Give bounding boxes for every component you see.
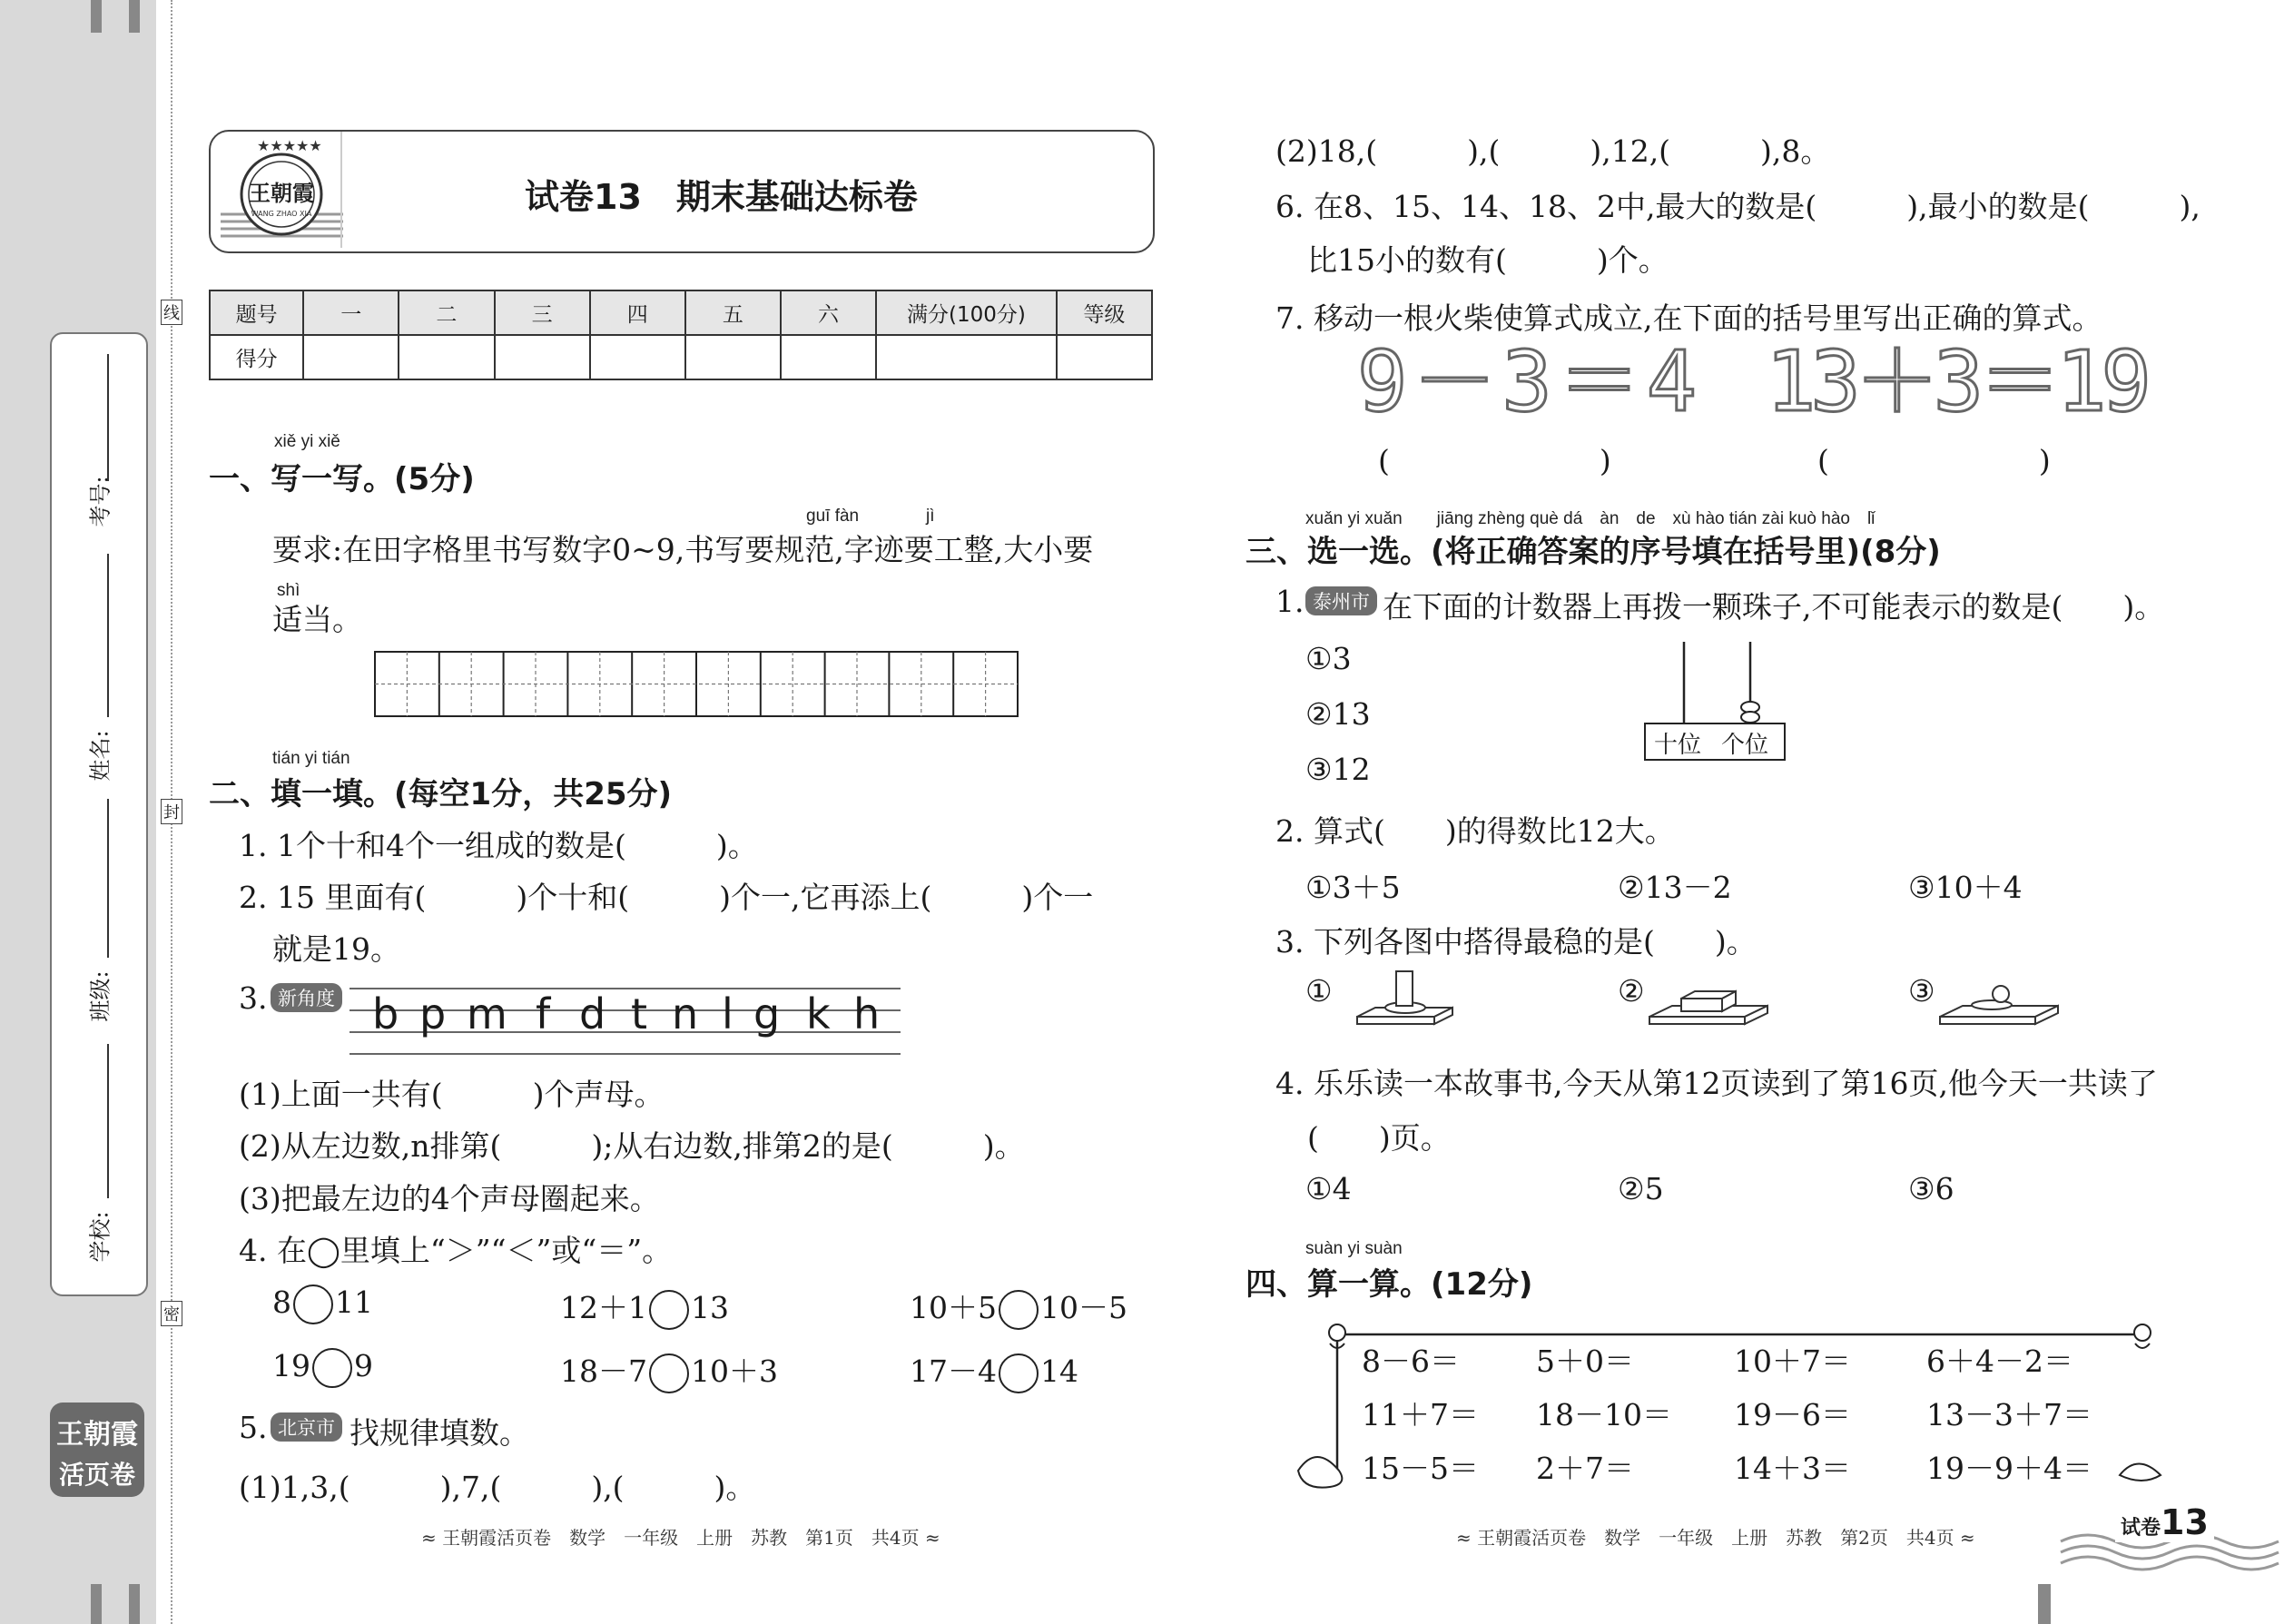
q6-line1: 6. 在8、15、14、18、2中,最大的数是( ),最小的数是( ),: [1275, 189, 2200, 224]
paper-tag-number: 13: [2161, 1502, 2209, 1542]
section1-pinyin: xiě yi xiě: [274, 432, 340, 451]
calc-item: 19－9＋4＝: [1926, 1451, 2092, 1486]
score-header-cell: 题号: [210, 290, 303, 335]
compare-right: 10－5: [1040, 1290, 1127, 1325]
s3-q2-opt[interactable]: ①3＋5: [1305, 870, 1401, 905]
shengmu-letter: l: [722, 989, 733, 1038]
compare-circle[interactable]: [649, 1290, 689, 1330]
section3-pinyin: xuǎn yi xuǎn jiāng zhèng què dá àn de xù hào tián zài kuò hào lǐ: [1305, 509, 1876, 528]
section4-pinyin: suàn yi suàn: [1305, 1239, 1403, 1258]
s3-q1-opt[interactable]: ③12: [1305, 752, 1371, 787]
footer-right: ≈ 王朝霞活页卷 数学 一年级 上册 苏教 第2页 共4页 ≈: [1456, 1527, 1975, 1549]
shengmu-letter: f: [536, 989, 551, 1038]
shengmu-letter: k: [806, 989, 831, 1038]
s2-q5-2: (2)18,( ),( ),12,( ),8。: [1275, 133, 1831, 169]
shengmu-letter: d: [579, 989, 606, 1038]
s2-q1: 1. 1个十和4个一组成的数是( )。: [239, 828, 758, 863]
s3-q2: 2. 算式( )的得数比12大。: [1275, 813, 1675, 849]
brand-line1: 王朝霞: [56, 1419, 138, 1451]
score-cell[interactable]: [876, 335, 1057, 379]
punch-mark: [91, 0, 102, 33]
compare-item: [560, 1284, 729, 1330]
s3-q1-opt[interactable]: ①3: [1305, 641, 1352, 676]
s2-q5-badge-wrap: [271, 1412, 342, 1442]
s3-q1-opt[interactable]: ②13: [1305, 696, 1371, 732]
compare-item: [910, 1348, 1078, 1393]
stack-figure-1-svg: [1353, 967, 1457, 1035]
banji-label: 班级:: [87, 970, 113, 1022]
tianzige-grid[interactable]: [374, 651, 1019, 717]
s2-q3-2: (2)从左边数,n排第( );从右边数,排第2的是( )。: [239, 1128, 1025, 1164]
shengmu-letter: g: [753, 989, 781, 1038]
punch-mark: [91, 1584, 102, 1624]
score-cell[interactable]: [399, 335, 494, 379]
punch-mark: [2038, 1584, 2051, 1624]
xuexiao-field[interactable]: [18, 1207, 182, 1262]
compare-circle[interactable]: [293, 1284, 333, 1324]
s2-q3-number: 3.: [239, 980, 268, 1016]
matchstick-equation-1: [1357, 333, 1703, 430]
req-pinyin-guifan: guī fàn: [806, 507, 860, 526]
s2-q3-badge: 新角度: [271, 983, 342, 1012]
s3-q3-opt[interactable]: ③: [1908, 973, 1935, 1009]
banji-field[interactable]: [18, 967, 182, 1021]
s3-q1-badge-wrap: [1305, 586, 1377, 615]
score-cell[interactable]: [781, 335, 876, 379]
matchstick-text-1: 9－3＝4: [1357, 333, 1703, 430]
s3-q2-opt[interactable]: ②13－2: [1618, 870, 1732, 905]
punch-mark: [129, 1584, 140, 1624]
logo-text: 王朝霞: [249, 181, 314, 206]
compare-circle[interactable]: [649, 1353, 689, 1393]
footer-left: ≈ 王朝霞活页卷 数学 一年级 上册 苏教 第1页 共4页 ≈: [421, 1527, 940, 1549]
xuexiao-label: 学校:: [87, 1211, 113, 1263]
xuexiao-line: [107, 1044, 109, 1198]
score-header-cell: 三: [495, 290, 590, 335]
brand-logo: [50, 1403, 144, 1497]
calc-item: 14＋3＝: [1734, 1451, 1851, 1486]
punch-mark: [129, 0, 140, 33]
section2-title: 二、填一填。(每空1分，共25分): [209, 776, 673, 812]
svg-text:★★★★★: ★★★★★: [257, 137, 322, 154]
section1-requirement-line2: 适当。: [272, 602, 362, 637]
matchstick-equation-2-svg: [1766, 333, 2146, 430]
s3-q1-text: 在下面的计数器上再拨一颗珠子,不可能表示的数是( )。: [1383, 589, 2165, 625]
seal-mark-mi: 密: [161, 1301, 182, 1326]
section1-requirement-line1: 要求:在田字格里书写数字0~9,书写要规范,字迹要工整,大小要: [272, 532, 1094, 567]
compare-left: 8: [272, 1284, 291, 1320]
s3-q4-line2: ( )页。: [1307, 1120, 1451, 1156]
compare-right: 13: [691, 1290, 729, 1325]
s2-q3-1: (1)上面一共有( )个声母。: [239, 1077, 665, 1112]
s3-q4-opt[interactable]: ②5: [1618, 1171, 1664, 1206]
score-header-cell: 二: [399, 290, 494, 335]
logo-emblem: [221, 136, 343, 243]
s2-q5-1: (1)1,3,( ),7,( ),( )。: [239, 1470, 756, 1505]
abacus-tens-label: 十位: [1654, 732, 1702, 759]
compare-circle[interactable]: [312, 1348, 352, 1388]
calc-item: 11＋7＝: [1362, 1397, 1479, 1432]
score-cell[interactable]: [1057, 335, 1152, 379]
calc-item: 15－5＝: [1362, 1451, 1479, 1486]
score-table-header-row: [210, 290, 1152, 335]
abacus-bead: [1741, 712, 1759, 723]
xingming-field[interactable]: [18, 726, 182, 781]
score-cell[interactable]: [495, 335, 590, 379]
compare-item: [272, 1348, 373, 1388]
s2-q5-badge: 北京市: [271, 1412, 342, 1442]
score-row-label: 得分: [210, 335, 303, 379]
seal-mark-feng: 封: [161, 799, 182, 824]
banji-line: [107, 799, 109, 958]
section3-title: 三、选一选。(将正确答案的序号填在括号里)(8分): [1245, 534, 1941, 570]
shengmu-letter: n: [672, 989, 699, 1038]
compare-right: 11: [335, 1284, 373, 1320]
s2-q2-line2: 就是19。: [272, 931, 400, 967]
compare-circle[interactable]: [999, 1290, 1039, 1330]
compare-left: 10＋5: [910, 1290, 997, 1325]
paper-tag-small: 试卷: [2121, 1517, 2161, 1540]
s2-q3-3: (3)把最左边的4个声母圈起来。: [239, 1181, 660, 1216]
s2-q5-text: 找规律填数。: [350, 1415, 529, 1451]
kaohao-label: 考号:: [87, 476, 113, 527]
abacus-ones-label: 个位: [1721, 732, 1769, 759]
tianzige-grid-svg: [374, 651, 1019, 717]
s3-q3-opt[interactable]: ①: [1305, 973, 1333, 1009]
kaohao-field[interactable]: [18, 472, 182, 527]
section4-title: 四、算一算。(12分): [1245, 1266, 1533, 1303]
compare-right: 14: [1040, 1353, 1078, 1389]
compare-right: 10＋3: [691, 1353, 778, 1389]
score-header-cell: 六: [781, 290, 876, 335]
compare-circle[interactable]: [999, 1353, 1039, 1393]
q7-text: 7. 移动一根火柴使算式成立,在下面的括号里写出正确的算式。: [1275, 300, 2102, 336]
logo-emblem-icon: [221, 136, 343, 243]
req-pinyin-shi: shì: [277, 581, 300, 600]
s2-q5-number: 5.: [239, 1410, 268, 1445]
section2-pinyin: tián yi tián: [272, 749, 350, 768]
answer-paren-1[interactable]: ( ): [1378, 443, 1611, 478]
matchstick-equation-1-svg: [1357, 333, 1703, 430]
s3-q1-number: 1.: [1275, 584, 1305, 619]
page-title: 试卷13 期末基础达标卷: [525, 177, 918, 217]
calc-item: 19－6＝: [1734, 1397, 1851, 1432]
s3-q4-line1: 4. 乐乐读一本故事书,今天从第12页读到了第16页,他今天一共读了: [1275, 1066, 2158, 1101]
req-pinyin-ji: jì: [926, 507, 935, 526]
compare-left: 19: [272, 1348, 310, 1383]
score-header-cell: 满分(100分): [876, 290, 1057, 335]
calc-item: 13－3＋7＝: [1926, 1397, 2092, 1432]
compare-right: 9: [354, 1348, 373, 1383]
compare-item: [560, 1348, 778, 1393]
logo-sub: WANG ZHAO XIA: [251, 210, 312, 218]
xingming-line: [107, 554, 109, 717]
shengmu-letter: b: [372, 989, 399, 1038]
score-header-cell: 四: [590, 290, 685, 335]
calc-item: 2＋7＝: [1536, 1451, 1634, 1486]
s3-q4-opt[interactable]: ①4: [1305, 1171, 1352, 1206]
brand-line2: 活页卷: [58, 1460, 135, 1490]
score-cell[interactable]: [303, 335, 399, 379]
s3-q3-opt[interactable]: ②: [1618, 973, 1645, 1009]
matchstick-equation-2: [1766, 333, 2146, 430]
calc-item: 6＋4－2＝: [1926, 1343, 2073, 1379]
s3-q2-opt[interactable]: ③10＋4: [1908, 870, 2023, 905]
answer-paren-2[interactable]: ( ): [1817, 443, 2051, 478]
kaohao-line: [107, 354, 109, 481]
stack-figure-3-svg: [1935, 967, 2063, 1035]
calc-item: 5＋0＝: [1536, 1343, 1634, 1379]
compare-left: 12＋1: [560, 1290, 647, 1325]
shengmu-letter: t: [631, 989, 648, 1038]
shengmu-letter: p: [419, 989, 447, 1038]
shengmu-letter: h: [853, 989, 881, 1038]
score-header-cell: 等级: [1057, 290, 1152, 335]
shengmu-letter: m: [467, 989, 507, 1038]
q6-line2: 比15小的数有( )个。: [1307, 242, 1669, 278]
s3-q3: 3. 下列各图中搭得最稳的是( )。: [1275, 924, 1757, 960]
score-header-cell: 五: [685, 290, 781, 335]
s2-q2-line1: 2. 15 里面有( )个十和( )个一,它再添上( )个一: [239, 880, 1094, 915]
score-header-cell: 一: [303, 290, 399, 335]
matchstick-text-2: 13＋3＝19: [1766, 333, 2146, 430]
compare-item: [272, 1284, 373, 1324]
logo-divider: [340, 132, 342, 248]
xingming-label: 姓名:: [87, 730, 113, 782]
seal-mark-xian: 线: [161, 300, 182, 325]
stack-figure-3: [1935, 967, 2063, 1035]
score-cell[interactable]: [590, 335, 685, 379]
stack-figure-2: [1645, 967, 1772, 1035]
paper-tag: [2115, 1502, 2214, 1542]
score-table: [209, 290, 1153, 380]
score-cell[interactable]: [685, 335, 781, 379]
stack-figure-1: [1353, 967, 1457, 1035]
s3-q1-badge: 泰州市: [1305, 586, 1377, 615]
calc-item: 18－10＝: [1536, 1397, 1672, 1432]
s2-q4: 4. 在◯里填上“＞”“＜”或“＝”。: [239, 1233, 673, 1268]
calc-item: 10＋7＝: [1734, 1343, 1851, 1379]
s2-q3-badge-wrap: [271, 983, 342, 1012]
section1-title: 一、写一写。(5分): [209, 461, 475, 497]
compare-item: [910, 1284, 1127, 1330]
stack-figure-2-svg: [1645, 967, 1772, 1035]
calc-item: 8－6＝: [1362, 1343, 1460, 1379]
compare-left: 18－7: [560, 1353, 647, 1389]
score-table-score-row: [210, 335, 1152, 379]
s3-q4-opt[interactable]: ③6: [1908, 1171, 1954, 1206]
compare-left: 17－4: [910, 1353, 997, 1389]
